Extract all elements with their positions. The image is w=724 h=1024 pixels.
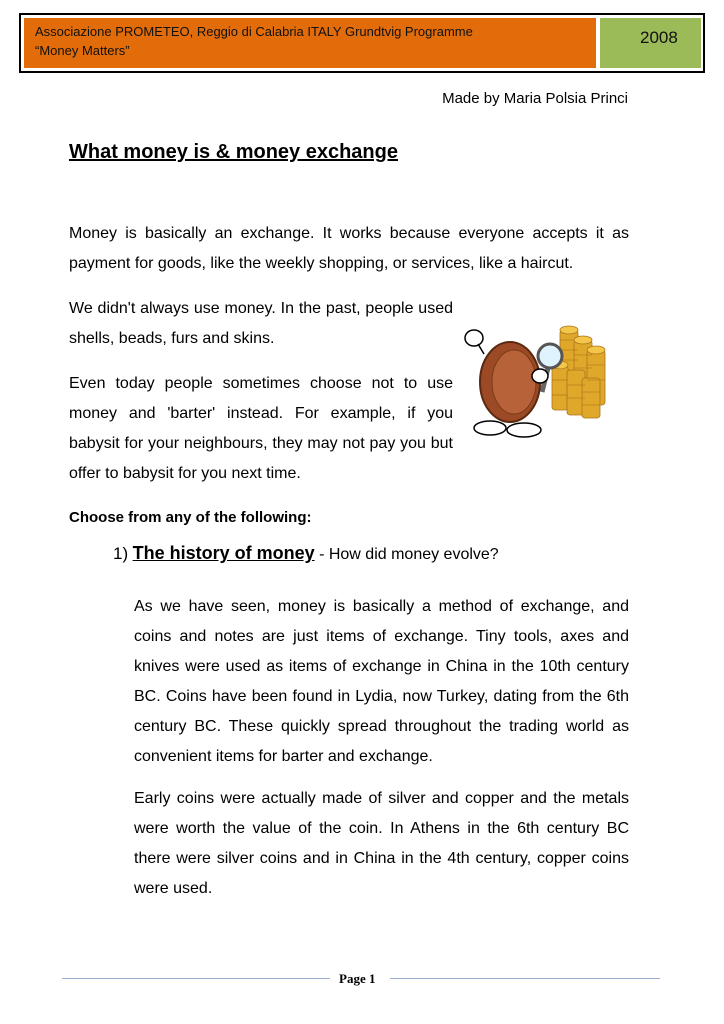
- header-year: 2008: [600, 18, 701, 68]
- history-subtitle: - How did money evolve?: [319, 546, 499, 563]
- footer-rule-right: [390, 978, 660, 979]
- penny-character: [465, 330, 548, 437]
- coin-stacks: [552, 326, 605, 418]
- paragraph-barter: Even today people sometimes choose not to use money and 'barter' instead. For example, if you babysit for your neighbours, they may not pay you but offer to babysit for you next time.: [69, 375, 453, 482]
- header-organization: [24, 18, 596, 68]
- header-org-line1: Associazione PROMETEO, Reggio di Calabria ITALY Grundtvig Programme: [35, 24, 473, 39]
- author-line: Made by Maria Polsia Princi: [442, 90, 628, 107]
- list-item-history: [113, 543, 499, 564]
- paragraph-history-2: Early coins were actually made of silver and copper and the metals were worth the value of the coin. In Athens in the 6th century BC there were silver coins and in China in the 4th century, copper coins were used.: [134, 790, 629, 897]
- paragraph-past: We didn't always use money. In the past, people used shells, beads, furs and skins.: [69, 300, 453, 347]
- footer-rule-left: [62, 978, 330, 979]
- choose-heading: Choose from any of the following:: [69, 509, 312, 526]
- header-box: [19, 13, 705, 73]
- list-number: 1): [113, 544, 129, 563]
- page-title: What money is & money exchange: [69, 141, 398, 163]
- coin-cartoon-illustration: [462, 310, 622, 445]
- history-heading: The history of money: [132, 543, 315, 563]
- page-number: Page 1: [339, 971, 376, 986]
- header-org-line2: “Money Matters”: [35, 43, 130, 58]
- paragraph-intro: Money is basically an exchange. It works because everyone accepts it as payment for goods, like the weekly shopping, or services, like a haircut.: [69, 225, 629, 272]
- paragraph-history-1: As we have seen, money is basically a method of exchange, and coins and notes are just items of exchange. Tiny tools, axes and knives were used as items of exchange in China in the 10th century BC. Coins have been found in Lydia, now Turkey, dating from the 6th century BC. These quickly spread throughout the trading world as convenient items for barter and exchange.: [134, 598, 629, 765]
